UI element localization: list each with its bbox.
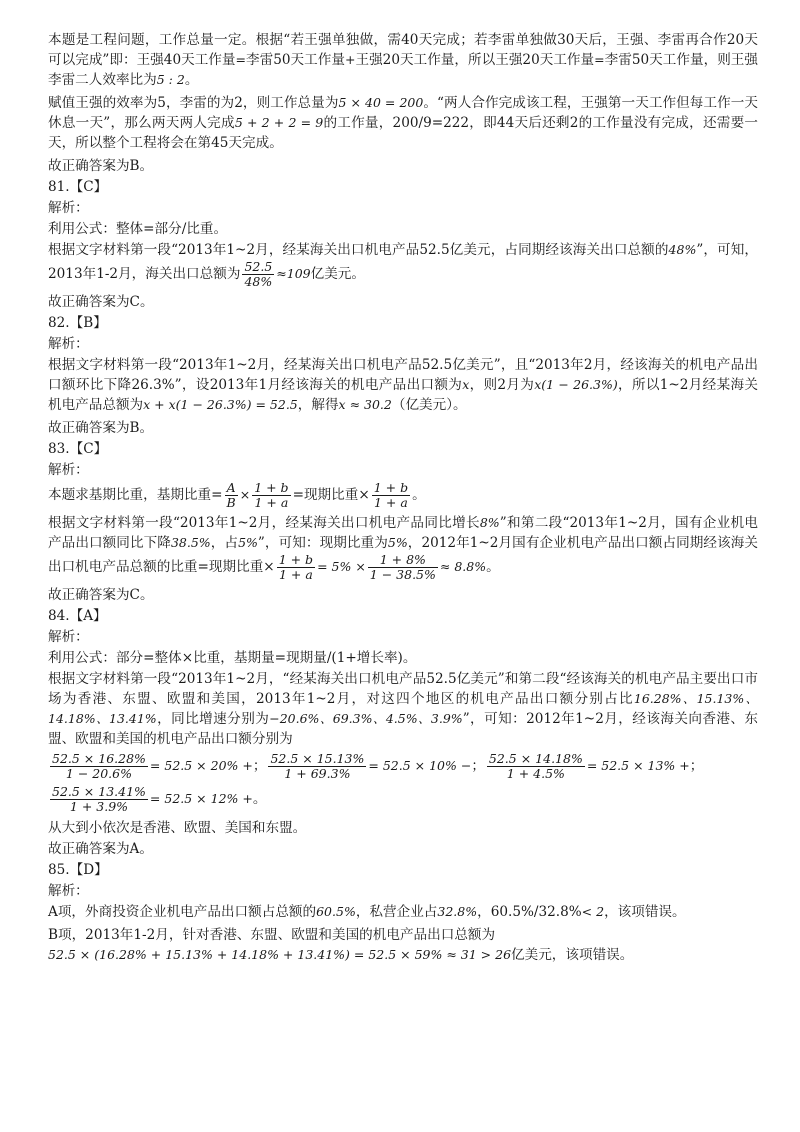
math: x + x(1 − 26.3%) = 52.5 (143, 397, 298, 412)
denominator: B (226, 495, 236, 510)
text: ，私营企业占 (355, 904, 438, 920)
math: = 52.5 × 20% + (149, 758, 253, 773)
math: x ≈ 30.2 (338, 397, 392, 412)
numerator: 1 + 8% (368, 553, 438, 568)
analysis-label: 解析： (48, 883, 89, 899)
text: 本题是工程问题，工作总量一定。根据“若王强单独做，需40天完成；若李雷单独做30天后，王强、李雷再合作20天可以完成”即：王强40天工作量 (48, 32, 758, 68)
paragraph-assignment (48, 93, 758, 153)
math: 5 × 40 = 200 (338, 95, 424, 110)
formula-line: 利用公式：整体=部分/比重。 (48, 221, 228, 237)
math: 5% (238, 535, 258, 550)
fraction (225, 481, 238, 510)
text: ，该项错误。 (604, 904, 686, 920)
text: （亿美元）。 (391, 397, 467, 413)
numerator: 52.5 (244, 259, 273, 274)
denominator: 1 + a (254, 495, 289, 510)
fraction (487, 752, 585, 781)
math: 16.28%、15.13%、14.18%、13.41% (48, 691, 758, 726)
paragraph-81 (48, 240, 758, 289)
separator: ； (689, 758, 704, 774)
question-81-header: 81.【C】 (48, 179, 108, 195)
math: = (235, 52, 247, 67)
numerator: 52.5 × 13.41% (52, 784, 146, 799)
math: 5 : 2 (156, 72, 185, 87)
math: ≈109 (276, 266, 311, 281)
question-83-header: 83.【C】 (48, 441, 108, 457)
text: ”，可知，2013年1-2月，海关出口总额为 (48, 242, 759, 282)
denominator: 1 + a (278, 567, 313, 582)
denominator: 48% (244, 274, 273, 289)
math: 60.5% (316, 904, 356, 919)
text: 。 (412, 487, 426, 503)
fraction (252, 481, 290, 510)
denominator: 1 + 69.3% (284, 766, 351, 781)
fraction (368, 553, 438, 582)
fraction (50, 785, 148, 814)
math: x (462, 377, 470, 392)
paragraph-83 (48, 513, 758, 582)
text: ，则2月为 (469, 377, 535, 393)
math: = 52.5 × 12% + (149, 791, 253, 806)
formula-line: 利用公式：部分=整体×比重，基期量=现期量/(1+增长率)。 (48, 650, 417, 666)
fraction (277, 553, 315, 582)
answer-84: 故正确答案为A。 (48, 841, 153, 857)
math: = 52.5 × 10% − (368, 758, 472, 773)
document-page (48, 30, 758, 968)
math: × (239, 487, 251, 502)
fraction (50, 752, 148, 781)
separator: ； (471, 758, 485, 774)
denominator: 1 − 38.5% (369, 567, 436, 582)
fraction (242, 260, 274, 289)
question-82-header: 82.【B】 (48, 315, 107, 331)
text: 根据文字材料第一段“2013年1~2月，经某海关出口机电产品52.5亿美元，占同期经该海关出口总额的 (48, 242, 669, 258)
analysis-label: 解析： (48, 200, 89, 216)
paragraph-83-formula (48, 481, 758, 510)
text: 李雷50天工作量 (246, 52, 345, 68)
answer-82: 故正确答案为B。 (48, 420, 154, 436)
text: ，所以1~2月经某海关机电产品总额为 (48, 377, 758, 413)
math: 5 + 2 + 2 = 9 (234, 115, 324, 130)
text: 。“两人合作完成该工程，王强第一天工作但每工作一天休息一天”，那么两天两人完成 (48, 95, 759, 131)
numerator: 52.5 × 16.28% (52, 751, 146, 766)
text: 。 (184, 72, 199, 88)
text: 李雷50天工作量，则王强李雷二人效率比为 (48, 52, 758, 88)
answer-81: 故正确答案为C。 (48, 294, 154, 310)
math: < 2 (581, 904, 605, 919)
text: ”和第二段“2013年1~2月，国有企业机电产品出口额同比下降 (48, 515, 758, 551)
text: 赋值王强的效率为5，李雷的为2，则工作总量为 (48, 95, 339, 111)
question-84-header: 84.【A】 (48, 608, 107, 624)
text: 。 (486, 559, 500, 575)
analysis-label: 解析： (48, 629, 89, 645)
text: ，60.5%/32.8% (477, 904, 582, 920)
text: 根据文字材料第一段“2013年1~2月，“经某海关出口机电产品52.5亿美元”和第二段“经该海关的机电产品主要出口市场为香港、东盟、欧盟和美国，2013年1~2月，对这四个地区的机电产品出口额分别占比 (48, 671, 758, 707)
text: =现期比重× (292, 487, 370, 503)
math: 38.5% (170, 535, 211, 550)
math: 32.8% (437, 904, 478, 919)
math: x(1 − 26.3%) (534, 377, 618, 392)
text: 。 (252, 791, 267, 807)
math: ≈ 8.8% (439, 559, 487, 574)
analysis-label: 解析： (48, 462, 89, 478)
denominator: 1 − 20.6% (65, 766, 132, 781)
text: 本题求基期比重，基期比重= (48, 487, 223, 503)
denominator: 1 + 3.9% (69, 799, 129, 814)
text: ”，可知：2012年1~2月，经该海关向香港、东盟、欧盟和美国的机电产品出口额分别为 (48, 711, 759, 747)
equation-row (48, 785, 758, 814)
paragraph-84 (48, 669, 758, 749)
text: 王强20天工作量，所以王强20天工作量 (355, 52, 595, 68)
option-a (48, 902, 758, 922)
numerator: 52.5 × 14.18% (488, 751, 583, 766)
fraction (372, 481, 410, 510)
numerator: 1 + b (278, 552, 314, 567)
math: −20.6%、69.3%、4.5%、3.9% (269, 711, 463, 726)
text: B项，2013年1-2月，针对香港、东盟、欧盟和美国的机电产品出口总额为 (48, 927, 496, 943)
text: ，同比增速分别为 (156, 711, 270, 727)
text: ，占 (210, 535, 239, 551)
numerator: A (225, 481, 238, 496)
numerator: 52.5 × 15.13% (270, 751, 365, 766)
text: 亿美元。 (310, 266, 365, 282)
math: = 5% × (317, 559, 366, 574)
text: 根据文字材料第一段“2013年1~2月，经某海关出口机电产品52.5亿美元”，且“2013年2月，经该海关的机电产品出口额环比下降26.3%”，设2013年1月经该海关的机电产品出口额为 (48, 357, 758, 393)
math: = 52.5 × 13% + (586, 758, 690, 773)
text: ”，可知：现期比重为 (257, 535, 388, 551)
math: + (344, 52, 356, 67)
denominator: 1 + a (373, 495, 408, 510)
text: ，解得 (297, 397, 339, 413)
numerator: 1 + b (373, 480, 409, 495)
analysis-label: 解析： (48, 336, 89, 352)
fraction (268, 752, 366, 781)
text: 的工作量，200/9=222，即44天后还剩2的工作量没有完成，还需要一天，所以整个工程将会在第45天完成。 (48, 115, 758, 151)
text: ，2012年1~2月国有企业机电产品出口额占同期经该海关出口机电产品总额的比重=现期比重× (48, 535, 759, 575)
math: 52.5 × (16.28% + 15.13% + 14.18% + 13.41%) = 52.5 × 59% ≈ 31 > 26 (48, 947, 512, 962)
text: 根据文字材料第一段“2013年1~2月，经某海关出口机电产品同比增长 (48, 515, 480, 531)
math: = (594, 52, 605, 67)
text: A项，外商投资企业机电产品出口额占总额的 (48, 904, 317, 920)
numerator: 1 + b (254, 480, 289, 495)
math: 5% (387, 535, 408, 550)
text: 亿美元，该项错误。 (511, 947, 634, 963)
paragraph-82 (48, 355, 758, 415)
question-85-header: 85.【D】 (48, 862, 108, 878)
math: 8% (479, 515, 500, 530)
conclusion-84: 从大到小依次是香港、欧盟、美国和东盟。 (48, 820, 307, 836)
separator: ； (252, 758, 267, 774)
answer-83: 故正确答案为C。 (48, 587, 154, 603)
denominator: 1 + 4.5% (506, 766, 565, 781)
option-b (48, 925, 758, 965)
equation-row (48, 752, 758, 781)
answer-80: 故正确答案为B。 (48, 158, 154, 174)
paragraph-work-problem (48, 30, 758, 90)
math: 48% (668, 242, 697, 257)
